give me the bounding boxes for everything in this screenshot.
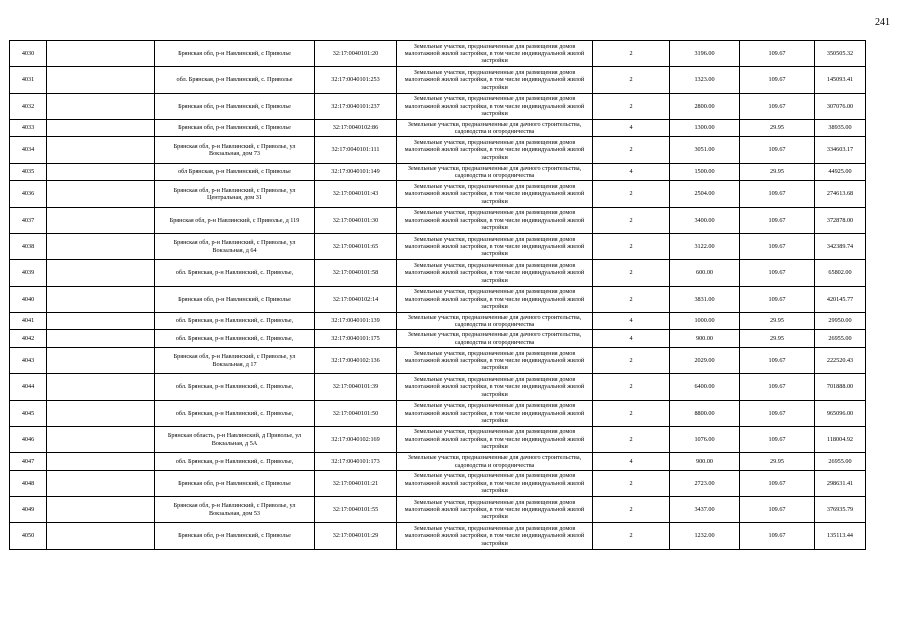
address-cell: обл. Брянская, р-н Навлинский, с. Приволье, — [155, 374, 315, 400]
spacer-cell — [47, 426, 155, 452]
table-row — [10, 453, 866, 471]
cadastral-number-cell: 32:17:0040101:50 — [315, 400, 397, 426]
spacer-cell — [47, 453, 155, 471]
spacer-cell — [47, 233, 155, 259]
spacer-cell — [47, 207, 155, 233]
cadastral-value-cell: 222520.43 — [815, 348, 866, 374]
rate-cell: 109.67 — [740, 181, 815, 207]
spacer-cell — [47, 470, 155, 496]
area-cell: 3122.00 — [670, 233, 740, 259]
cadastral-value-cell: 145093.41 — [815, 67, 866, 93]
table-row — [10, 286, 866, 312]
rate-cell: 109.67 — [740, 260, 815, 286]
spacer-cell — [47, 312, 155, 330]
area-cell: 2800.00 — [670, 93, 740, 119]
cadastral-number-cell: 32:17:0040101:175 — [315, 330, 397, 348]
row-number-cell: 4045 — [10, 400, 47, 426]
table-row — [10, 312, 866, 330]
cadastral-value-cell: 274613.68 — [815, 181, 866, 207]
cadastral-value-cell: 420145.77 — [815, 286, 866, 312]
land-use-cell: Земельные участки, предназначенные для размещения домов малоэтажной жилой застройки, в том числе индивидуальной жилой застройки — [397, 260, 593, 286]
rate-cell: 109.67 — [740, 470, 815, 496]
cadastral-value-cell: 342389.74 — [815, 233, 866, 259]
address-cell: обл Брянская, р-н Навлинский, с Приволье — [155, 163, 315, 181]
land-use-cell: Земельные участки, предназначенные для размещения домов малоэтажной жилой застройки, в том числе индивидуальной жилой застройки — [397, 181, 593, 207]
group-cell: 2 — [593, 400, 670, 426]
table-row — [10, 348, 866, 374]
area-cell: 3400.00 — [670, 207, 740, 233]
table-row — [10, 497, 866, 523]
spacer-cell — [47, 41, 155, 67]
cadastral-number-cell: 32:17:0040101:29 — [315, 523, 397, 549]
land-use-cell: Земельные участки, предназначенные для дачного строительства, садоводства и огородничества — [397, 119, 593, 137]
cadastral-number-cell: 32:17:0040101:237 — [315, 93, 397, 119]
cadastral-number-cell: 32:17:0040101:30 — [315, 207, 397, 233]
cadastral-value-cell: 350505.32 — [815, 41, 866, 67]
area-cell: 2723.00 — [670, 470, 740, 496]
address-cell: Брянская область, р-н Навлинский, д Приволье, ул Вокзальная, д 5А — [155, 426, 315, 452]
land-use-cell: Земельные участки, предназначенные для дачного строительства, садоводства и огородничества — [397, 330, 593, 348]
address-cell: обл. Брянская, р-н Навлинский, с. Приволье — [155, 67, 315, 93]
land-use-cell: Земельные участки, предназначенные для размещения домов малоэтажной жилой застройки, в том числе индивидуальной жилой застройки — [397, 41, 593, 67]
cadastral-value-cell: 26955.00 — [815, 330, 866, 348]
address-cell: Брянская обл, р-н Навлинский, с Приволье, ул Центральная, дом 31 — [155, 181, 315, 207]
area-cell: 8800.00 — [670, 400, 740, 426]
cadastral-number-cell: 32:17:0040102:86 — [315, 119, 397, 137]
row-number-cell: 4039 — [10, 260, 47, 286]
spacer-cell — [47, 137, 155, 163]
rate-cell: 109.67 — [740, 523, 815, 549]
cadastral-number-cell: 32:17:0040101:39 — [315, 374, 397, 400]
spacer-cell — [47, 348, 155, 374]
address-cell: Брянская обл, р-н Навлинский, с Приволье — [155, 286, 315, 312]
table-row — [10, 523, 866, 549]
address-cell: Брянская обл, р-н Навлинский, с Приволье — [155, 523, 315, 549]
cadastral-value-cell: 118004.92 — [815, 426, 866, 452]
cadastral-value-cell: 307076.00 — [815, 93, 866, 119]
cadastral-value-cell: 372878.00 — [815, 207, 866, 233]
rate-cell: 109.67 — [740, 137, 815, 163]
cadastral-value-cell: 334603.17 — [815, 137, 866, 163]
group-cell: 2 — [593, 348, 670, 374]
rate-cell: 29.95 — [740, 119, 815, 137]
cadastral-value-cell: 376935.79 — [815, 497, 866, 523]
table-row — [10, 93, 866, 119]
area-cell: 600.00 — [670, 260, 740, 286]
spacer-cell — [47, 119, 155, 137]
table-row — [10, 400, 866, 426]
land-use-cell: Земельные участки, предназначенные для дачного строительства, садоводства и огородничества — [397, 453, 593, 471]
rate-cell: 29.95 — [740, 312, 815, 330]
cadastral-value-cell: 701888.00 — [815, 374, 866, 400]
cadastral-number-cell: 32:17:0040102:136 — [315, 348, 397, 374]
spacer-cell — [47, 181, 155, 207]
spacer-cell — [47, 67, 155, 93]
spacer-cell — [47, 523, 155, 549]
cadastral-value-cell: 298631.41 — [815, 470, 866, 496]
address-cell: обл. Брянская, р-н Навлинский, с. Приволье, — [155, 400, 315, 426]
group-cell: 2 — [593, 374, 670, 400]
table-row — [10, 119, 866, 137]
cadastral-value-cell: 26955.00 — [815, 453, 866, 471]
group-cell: 4 — [593, 312, 670, 330]
spacer-cell — [47, 374, 155, 400]
spacer-cell — [47, 163, 155, 181]
spacer-cell — [47, 330, 155, 348]
address-cell: Брянская обл, р-н Навлинский, с Приволье — [155, 119, 315, 137]
table-row — [10, 374, 866, 400]
group-cell: 2 — [593, 497, 670, 523]
rate-cell: 109.67 — [740, 67, 815, 93]
land-use-cell: Земельные участки, предназначенные для размещения домов малоэтажной жилой застройки, в том числе индивидуальной жилой застройки — [397, 523, 593, 549]
cadastral-number-cell: 32:17:0040101:20 — [315, 41, 397, 67]
group-cell: 2 — [593, 181, 670, 207]
table-row — [10, 260, 866, 286]
land-use-cell: Земельные участки, предназначенные для размещения домов малоэтажной жилой застройки, в том числе индивидуальной жилой застройки — [397, 426, 593, 452]
address-cell: обл. Брянская, р-н Навлинский, с. Приволье, — [155, 260, 315, 286]
rate-cell: 29.95 — [740, 330, 815, 348]
land-use-cell: Земельные участки, предназначенные для размещения домов малоэтажной жилой застройки, в том числе индивидуальной жилой застройки — [397, 93, 593, 119]
land-use-cell: Земельные участки, предназначенные для размещения домов малоэтажной жилой застройки, в том числе индивидуальной жилой застройки — [397, 470, 593, 496]
row-number-cell: 4030 — [10, 41, 47, 67]
group-cell: 2 — [593, 93, 670, 119]
table-row — [10, 426, 866, 452]
table-row — [10, 207, 866, 233]
address-cell: Брянская обл, р-н Навлинский, с Приволье, ул Вокзальная, д 64 — [155, 233, 315, 259]
row-number-cell: 4035 — [10, 163, 47, 181]
row-number-cell: 4049 — [10, 497, 47, 523]
area-cell: 900.00 — [670, 453, 740, 471]
land-use-cell: Земельные участки, предназначенные для размещения домов малоэтажной жилой застройки, в том числе индивидуальной жилой застройки — [397, 137, 593, 163]
area-cell: 3196.00 — [670, 41, 740, 67]
area-cell: 1000.00 — [670, 312, 740, 330]
rate-cell: 109.67 — [740, 348, 815, 374]
row-number-cell: 4043 — [10, 348, 47, 374]
area-cell: 1232.00 — [670, 523, 740, 549]
cadastral-number-cell: 32:17:0040101:58 — [315, 260, 397, 286]
row-number-cell: 4036 — [10, 181, 47, 207]
table-row — [10, 470, 866, 496]
table-body — [10, 41, 866, 550]
land-use-cell: Земельные участки, предназначенные для размещения домов малоэтажной жилой застройки, в том числе индивидуальной жилой застройки — [397, 207, 593, 233]
cadastral-value-cell: 965096.00 — [815, 400, 866, 426]
row-number-cell: 4044 — [10, 374, 47, 400]
cadastral-number-cell: 32:17:0040101:253 — [315, 67, 397, 93]
group-cell: 2 — [593, 207, 670, 233]
rate-cell: 29.95 — [740, 453, 815, 471]
land-use-cell: Земельные участки, предназначенные для размещения домов малоэтажной жилой застройки, в том числе индивидуальной жилой застройки — [397, 67, 593, 93]
cadastral-number-cell: 32:17:0040101:65 — [315, 233, 397, 259]
land-use-cell: Земельные участки, предназначенные для размещения домов малоэтажной жилой застройки, в том числе индивидуальной жилой застройки — [397, 400, 593, 426]
cadastral-value-cell: 38935.00 — [815, 119, 866, 137]
spacer-cell — [47, 286, 155, 312]
rate-cell: 29.95 — [740, 163, 815, 181]
land-use-cell: Земельные участки, предназначенные для размещения домов малоэтажной жилой застройки, в том числе индивидуальной жилой застройки — [397, 348, 593, 374]
cadastral-number-cell: 32:17:0040101:111 — [315, 137, 397, 163]
group-cell: 2 — [593, 470, 670, 496]
row-number-cell: 4033 — [10, 119, 47, 137]
row-number-cell: 4040 — [10, 286, 47, 312]
row-number-cell: 4047 — [10, 453, 47, 471]
group-cell: 2 — [593, 286, 670, 312]
page-number: 241 — [875, 17, 890, 28]
rate-cell: 109.67 — [740, 426, 815, 452]
address-cell: Брянская обл, р-н Навлинский, с Приволье, д 119 — [155, 207, 315, 233]
spacer-cell — [47, 400, 155, 426]
cadastral-value-cell: 65802.00 — [815, 260, 866, 286]
area-cell: 6400.00 — [670, 374, 740, 400]
rate-cell: 109.67 — [740, 207, 815, 233]
row-number-cell: 4046 — [10, 426, 47, 452]
rate-cell: 109.67 — [740, 233, 815, 259]
address-cell: Брянская обл, р-н Навлинский, с Приволье — [155, 41, 315, 67]
table-row — [10, 163, 866, 181]
group-cell: 2 — [593, 67, 670, 93]
cadastral-value-cell: 29950.00 — [815, 312, 866, 330]
land-use-cell: Земельные участки, предназначенные для размещения домов малоэтажной жилой застройки, в том числе индивидуальной жилой застройки — [397, 286, 593, 312]
group-cell: 4 — [593, 453, 670, 471]
area-cell: 1500.00 — [670, 163, 740, 181]
area-cell: 900.00 — [670, 330, 740, 348]
address-cell: Брянская обл, р-н Навлинский, с Приволье — [155, 93, 315, 119]
land-use-cell: Земельные участки, предназначенные для размещения домов малоэтажной жилой застройки, в том числе индивидуальной жилой застройки — [397, 233, 593, 259]
group-cell: 2 — [593, 137, 670, 163]
group-cell: 2 — [593, 426, 670, 452]
cadastral-number-cell: 32:17:0040102:169 — [315, 426, 397, 452]
rate-cell: 109.67 — [740, 400, 815, 426]
group-cell: 2 — [593, 523, 670, 549]
cadastral-number-cell: 32:17:0040101:173 — [315, 453, 397, 471]
address-cell: Брянская обл, р-н Навлинский, с Приволье, ул Вокзальная, дом 73 — [155, 137, 315, 163]
row-number-cell: 4050 — [10, 523, 47, 549]
spacer-cell — [47, 497, 155, 523]
spacer-cell — [47, 260, 155, 286]
table-row — [10, 41, 866, 67]
table-row — [10, 181, 866, 207]
cadastral-value-cell: 44925.00 — [815, 163, 866, 181]
land-use-cell: Земельные участки, предназначенные для дачного строительства, садоводства и огородничества — [397, 163, 593, 181]
group-cell: 2 — [593, 233, 670, 259]
address-cell: обл. Брянская, р-н Навлинский, с. Приволье, — [155, 312, 315, 330]
table-row — [10, 330, 866, 348]
rate-cell: 109.67 — [740, 41, 815, 67]
rate-cell: 109.67 — [740, 286, 815, 312]
row-number-cell: 4038 — [10, 233, 47, 259]
row-number-cell: 4042 — [10, 330, 47, 348]
cadastral-number-cell: 32:17:0040101:55 — [315, 497, 397, 523]
land-registry-table — [9, 40, 866, 550]
area-cell: 3437.00 — [670, 497, 740, 523]
table-row — [10, 137, 866, 163]
address-cell: Брянская обл, р-н Навлинский, с Приволье — [155, 470, 315, 496]
cadastral-number-cell: 32:17:0040101:21 — [315, 470, 397, 496]
land-use-cell: Земельные участки, предназначенные для дачного строительства, садоводства и огородничества — [397, 312, 593, 330]
group-cell: 4 — [593, 119, 670, 137]
cadastral-value-cell: 135113.44 — [815, 523, 866, 549]
rate-cell: 109.67 — [740, 374, 815, 400]
area-cell: 2504.00 — [670, 181, 740, 207]
address-cell: обл. Брянская, р-н Навлинский, с. Приволье, — [155, 330, 315, 348]
cadastral-number-cell: 32:17:0040101:149 — [315, 163, 397, 181]
group-cell: 2 — [593, 41, 670, 67]
land-use-cell: Земельные участки, предназначенные для размещения домов малоэтажной жилой застройки, в том числе индивидуальной жилой застройки — [397, 374, 593, 400]
row-number-cell: 4048 — [10, 470, 47, 496]
cadastral-number-cell: 32:17:0040102:14 — [315, 286, 397, 312]
row-number-cell: 4032 — [10, 93, 47, 119]
table-row — [10, 233, 866, 259]
area-cell: 1076.00 — [670, 426, 740, 452]
group-cell: 2 — [593, 260, 670, 286]
address-cell: Брянская обл, р-н Навлинский, с Приволье, ул Вокзальная, дом 53 — [155, 497, 315, 523]
area-cell: 1300.00 — [670, 119, 740, 137]
cadastral-number-cell: 32:17:0040101:43 — [315, 181, 397, 207]
area-cell: 1323.00 — [670, 67, 740, 93]
row-number-cell: 4031 — [10, 67, 47, 93]
group-cell: 4 — [593, 163, 670, 181]
cadastral-number-cell: 32:17:0040101:139 — [315, 312, 397, 330]
land-use-cell: Земельные участки, предназначенные для размещения домов малоэтажной жилой застройки, в том числе индивидуальной жилой застройки — [397, 497, 593, 523]
row-number-cell: 4034 — [10, 137, 47, 163]
row-number-cell: 4041 — [10, 312, 47, 330]
area-cell: 3831.00 — [670, 286, 740, 312]
table-row — [10, 67, 866, 93]
rate-cell: 109.67 — [740, 93, 815, 119]
spacer-cell — [47, 93, 155, 119]
address-cell: Брянская обл, р-н Навлинский, с Приволье, ул Вокзальная, д 17 — [155, 348, 315, 374]
group-cell: 4 — [593, 330, 670, 348]
row-number-cell: 4037 — [10, 207, 47, 233]
area-cell: 3051.00 — [670, 137, 740, 163]
rate-cell: 109.67 — [740, 497, 815, 523]
area-cell: 2029.00 — [670, 348, 740, 374]
address-cell: обл. Брянская, р-н Навлинский, с. Приволье, — [155, 453, 315, 471]
